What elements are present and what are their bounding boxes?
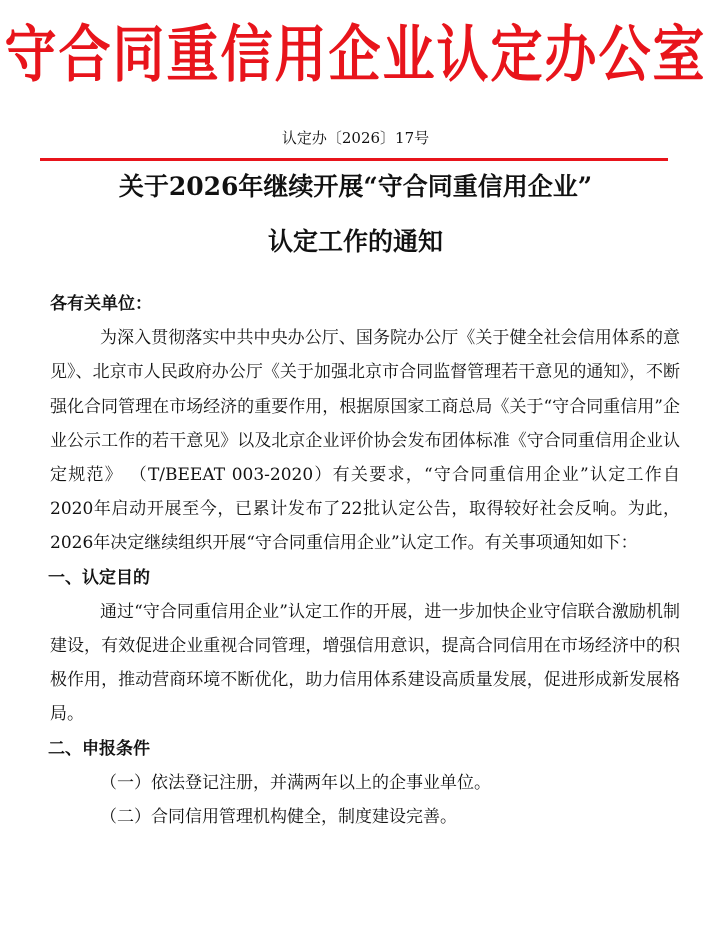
notice-body — [50, 287, 680, 834]
intro-paragraph: 为深入贯彻落实中共中央办公厅、国务院办公厅《关于健全社会信用体系的意见》、北京市人民政府办公厅《关于加强北京市合同监督管理若干意见的通知》，不断强化合同管理在市场经济的重要作用，根据原国家工商总局《关于“守合同重信用”企业公示工作的若干意见》以及北京企业评价协会发布团体标准《守合同重信用企业认定规范》 （T/BEEAT 003-2020）有关要求，“守合同重信用企业”认定工作自2020年启动开展至今，已累计发布了22批认定公告，取得较好社会反响。为此，2026年决定继续组织开展“守合同重信用企业”认定工作。有关事项通知如下： — [50, 328, 680, 554]
section-heading-purpose: 一、认定目的 — [48, 567, 150, 588]
red-divider-line — [40, 158, 668, 161]
masthead-title: 守合同重信用企业认定办公室 — [4, 19, 707, 91]
section-heading-conditions: 二、申报条件 — [48, 738, 150, 759]
notice-title-line-2: 认定工作的通知 — [267, 227, 443, 256]
notice-title-line-1: 关于2026年继续开展“守合同重信用企业” — [118, 172, 593, 201]
salutation: 各有关单位： — [50, 294, 152, 314]
condition-item: （二）合同信用管理机构健全，制度建设完善。 — [100, 807, 457, 828]
purpose-paragraph: 通过“守合同重信用企业”认定工作的开展，进一步加快企业守信联合激励机制建设，有效促进企业重视合同管理，增强信用意识，提高合同信用在市场经济中的积极作用，推动营商环境不断优化，助力信用体系建设高质量发展，促进形成新发展格局。 — [50, 601, 680, 725]
document-number: 认定办〔2026〕17号 — [281, 129, 430, 147]
condition-item: （一）依法登记注册，并满两年以上的企事业单位。 — [100, 772, 491, 793]
